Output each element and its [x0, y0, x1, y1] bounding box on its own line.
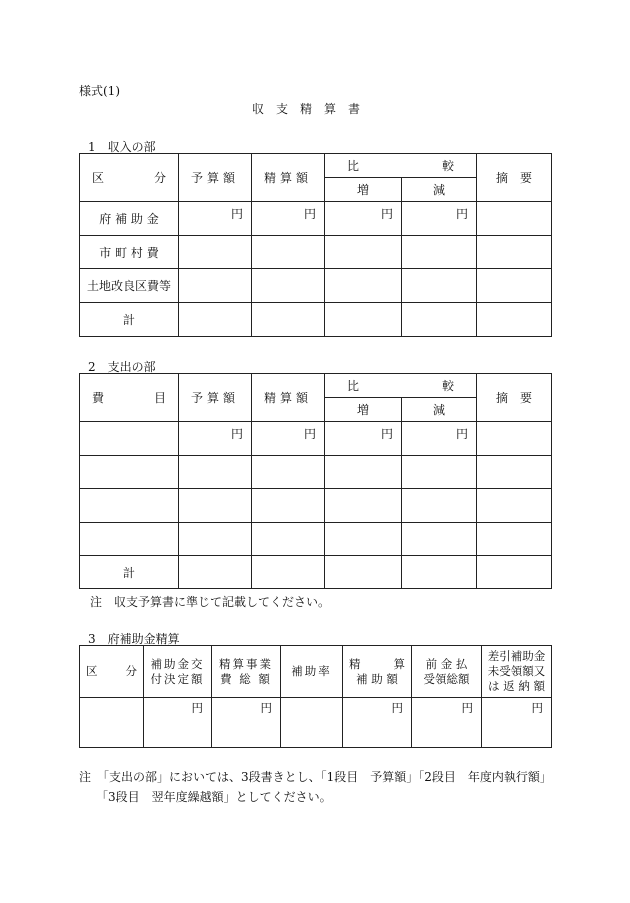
row-label: 土地改良区費等: [80, 269, 179, 303]
yen-unit: 円: [212, 698, 281, 748]
header-decrease: 減: [402, 398, 477, 422]
cell: [281, 698, 343, 748]
cell: [179, 556, 252, 589]
header-settle: 精算額: [252, 154, 325, 202]
yen-unit: 円: [325, 202, 402, 236]
cell: [252, 523, 325, 556]
header-grant-decision-l2: 付決定額: [150, 671, 205, 686]
footer-note-line2: 「3段目 翌年度繰越額」としてください。: [96, 790, 332, 804]
yen-unit: 円: [325, 422, 402, 456]
cell: [477, 303, 552, 337]
yen-unit: 円: [252, 202, 325, 236]
row-total-label: 計: [80, 556, 179, 589]
cell: [179, 269, 252, 303]
header-subsidy-rate: 補助率: [281, 646, 343, 698]
yen-unit: 円: [343, 698, 412, 748]
header-compare-a: 比: [347, 379, 360, 393]
row-label: 市 町 村 費: [80, 236, 179, 269]
header-item-a: 区: [86, 664, 98, 678]
document-title: 収 支 精 算 書: [252, 102, 361, 116]
expense-table: [79, 373, 552, 589]
section2-note: 注 収支予算書に準じて記載してください。: [90, 595, 331, 609]
footer-note-line1: 注 「支出の部」においては、3段書きとし、「1段目 予算額」「2段目 年度内執行額」: [79, 770, 552, 784]
header-total-project-cost: [212, 646, 281, 698]
cell: [325, 236, 402, 269]
cell: [179, 303, 252, 337]
income-table: [79, 153, 552, 337]
header-decrease: 減: [402, 178, 477, 202]
row-label: 府 補 助 金: [80, 202, 179, 236]
header-remarks: 摘 要: [477, 154, 552, 202]
cell: [179, 236, 252, 269]
header-balance-l3: は 返 納 額: [488, 679, 545, 693]
header-item-cell: [80, 374, 179, 422]
header-increase: 増: [325, 398, 402, 422]
section2-heading: 2 支出の部: [88, 360, 156, 374]
subsidy-table: [79, 645, 552, 748]
cell: [402, 556, 477, 589]
header-compare: [325, 154, 477, 178]
header-settled-subsidy-b: 算: [393, 656, 405, 671]
cell: [252, 236, 325, 269]
cell: [80, 422, 179, 456]
header-compare-b: 較: [441, 379, 454, 393]
header-settle: 精算額: [252, 374, 325, 422]
cell: [252, 303, 325, 337]
cell: [477, 523, 552, 556]
cell: [477, 556, 552, 589]
cell: [80, 489, 179, 523]
header-compare: [325, 374, 477, 398]
cell: [325, 523, 402, 556]
header-item-b: 目: [153, 391, 166, 405]
header-settled-subsidy-a: 精: [349, 656, 361, 671]
cell: [325, 456, 402, 489]
cell: [402, 523, 477, 556]
yen-unit: 円: [482, 698, 552, 748]
header-settled-subsidy: [343, 646, 412, 698]
header-item-b: 分: [153, 171, 166, 185]
cell: [477, 202, 552, 236]
header-grant-decision-l1: 補助金交: [150, 656, 205, 671]
form-label: 様式(1): [79, 84, 120, 98]
cell: [80, 523, 179, 556]
header-advance-received-l2: 受領総額: [423, 671, 470, 686]
cell: [80, 698, 144, 748]
cell: [402, 269, 477, 303]
header-item-a: 費: [92, 391, 105, 405]
section1-heading: 1 収入の部: [88, 140, 156, 154]
cell: [402, 489, 477, 523]
cell: [252, 269, 325, 303]
cell: [402, 303, 477, 337]
cell: [179, 489, 252, 523]
cell: [252, 456, 325, 489]
cell: [80, 456, 179, 489]
cell: [477, 489, 552, 523]
header-item-b: 分: [125, 664, 137, 678]
header-total-project-cost-l2: 費 総 額: [220, 671, 272, 686]
cell: [477, 269, 552, 303]
cell: [252, 556, 325, 589]
cell: [477, 456, 552, 489]
yen-unit: 円: [179, 422, 252, 456]
header-total-project-cost-l1: 精算事業: [219, 656, 273, 671]
header-increase: 増: [325, 178, 402, 202]
yen-unit: 円: [412, 698, 482, 748]
header-compare-a: 比: [347, 159, 360, 173]
cell: [179, 523, 252, 556]
header-advance-received: [412, 646, 482, 698]
cell: [402, 456, 477, 489]
header-advance-received-l1: 前 金 払: [425, 656, 468, 671]
header-remarks: 摘 要: [477, 374, 552, 422]
yen-unit: 円: [252, 422, 325, 456]
row-total-label: 計: [80, 303, 179, 337]
header-balance-l2: 未受領額又: [487, 664, 546, 678]
header-balance-l1: 差引補助金: [487, 649, 546, 663]
yen-unit: 円: [179, 202, 252, 236]
header-budget: 予算額: [179, 154, 252, 202]
header-balance: [482, 646, 552, 698]
cell: [402, 236, 477, 269]
cell: [179, 456, 252, 489]
cell: [252, 489, 325, 523]
header-settled-subsidy-l2: 補 助 額: [356, 671, 398, 686]
header-item-a: 区: [92, 171, 105, 185]
yen-unit: 円: [144, 698, 212, 748]
header-compare-b: 較: [441, 159, 454, 173]
section3-heading: 3 府補助金精算: [88, 632, 180, 646]
header-item-cell: [80, 154, 179, 202]
header-budget: 予算額: [179, 374, 252, 422]
cell: [325, 489, 402, 523]
yen-unit: 円: [402, 202, 477, 236]
cell: [325, 303, 402, 337]
cell: [325, 269, 402, 303]
header-item-cell: [80, 646, 144, 698]
cell: [477, 422, 552, 456]
cell: [325, 556, 402, 589]
header-grant-decision: [144, 646, 212, 698]
yen-unit: 円: [402, 422, 477, 456]
cell: [477, 236, 552, 269]
